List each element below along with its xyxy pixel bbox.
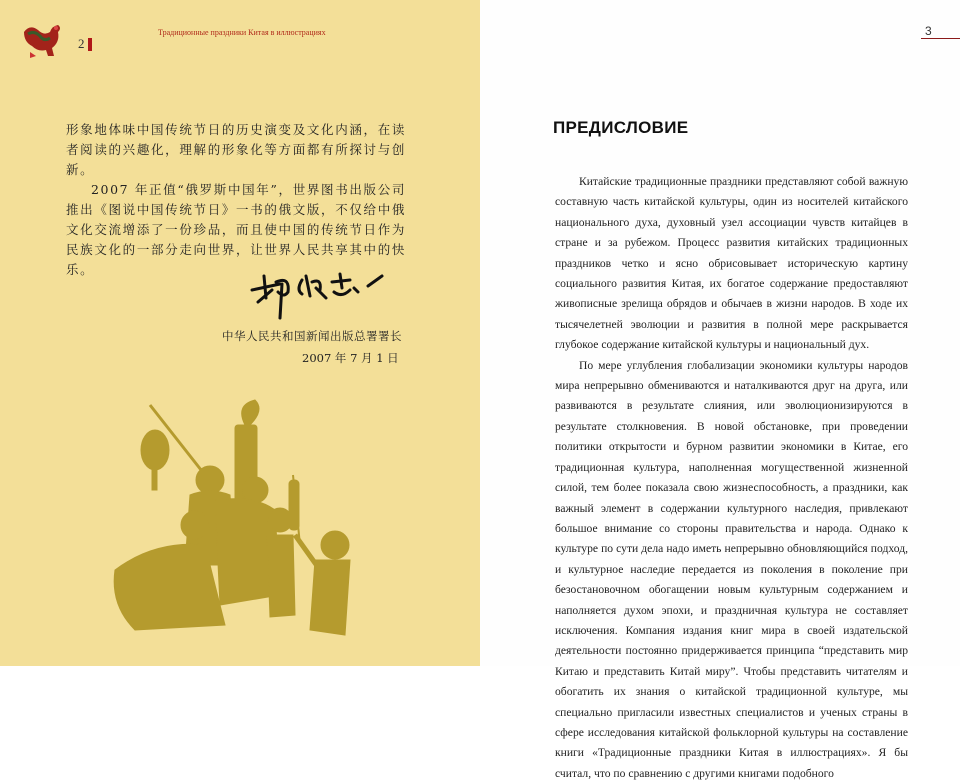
children-lantern-silhouette (95, 395, 355, 645)
russian-text (555, 172, 908, 784)
rooster-logo-icon (20, 22, 64, 60)
left-page (0, 0, 480, 666)
signature (250, 268, 390, 323)
page-number-right: 3 (925, 24, 932, 38)
paragraph: 形象地体味中国传统节日的历史演变及文化内涵，在读者阅读的兴趣化，理解的形象化等方面都有所探讨与创新。 (66, 122, 406, 177)
paragraph: Китайские традиционные праздники представляют собой важную составную часть китайской культуры, один из носителей китайского национального духа, духовный узел ассоциации чувств китайцев в стране и за рубежом. Процесс развития китайских традиционных праздников четко и ясно обрисовывает историческую картину социального развития Китая, их богатое содержание предоставляют живописные зрелища обрядов и обычаев в жизни народов. В ходе их тысячелетней эволюции и развития в полной мере раскрывается глубокое содержание китайской культуры и национальный дух. (555, 175, 908, 352)
page-heading: ПРЕДИСЛОВИЕ (553, 118, 689, 137)
page-marker (88, 38, 92, 51)
paragraph: 2007 年正值“俄罗斯中国年”，世界图书出版公司推出《图说中国传统节日》一书的俄文版，不仅给中俄文化交流增添了一份珍品，而且使中国的传统节日作为民族文化的一部分走向世界，让世界人民共享其中的快乐。 (66, 182, 406, 277)
page-number-left: 2 (78, 36, 85, 51)
header-rule (921, 38, 960, 39)
running-header: Традиционные праздники Китая в иллюстрациях (158, 28, 326, 37)
paragraph: По мере углубления глобализации экономики культуры народов мира непрерывно обмениваются и наталкиваются друг на друга, или развиваются в результате слияния, или эволюционизируются в результате столкновения. В новой обстановке, при проведении политики открытости и бурном развитии экономики в Китае, его традиционная культура, наполненная могущественной жизненной силой, тем более показала свою жизнеспособность, а праздники, как важный элемент в содержании культурного наследия, привлекают большое внимание со стороны правительства и народа. Однако к культуре по сути дела надо иметь непрерывно обновляющийся подход, и культурное наследие передается из поколения в поколение при безостановочном обогащении новым культурным содержанием и наполняется духом эпохи, и праздничная культура не составляет исключения. Компания издания книг мира в своей издательской деятельности постоянно придерживается принципа “представить мир Китаю и представить Китай миру”. Чтобы представить читателям и обогатить их знания о китайской традиционной культуре, мы специально пригласили известных специалистов и ученых страны в сфере исследования китайской фольклорной культуры на составление книги «Традиционные праздники Китая в иллюстрациях». Я бы считал, что по сравнению с другими книгами подобного (555, 358, 908, 780)
chinese-text (66, 120, 406, 280)
signer-title: 中华人民共和国新闻出版总署署长 (222, 329, 402, 343)
signature-date: 2007 年 7 月 1 日 (302, 351, 399, 365)
